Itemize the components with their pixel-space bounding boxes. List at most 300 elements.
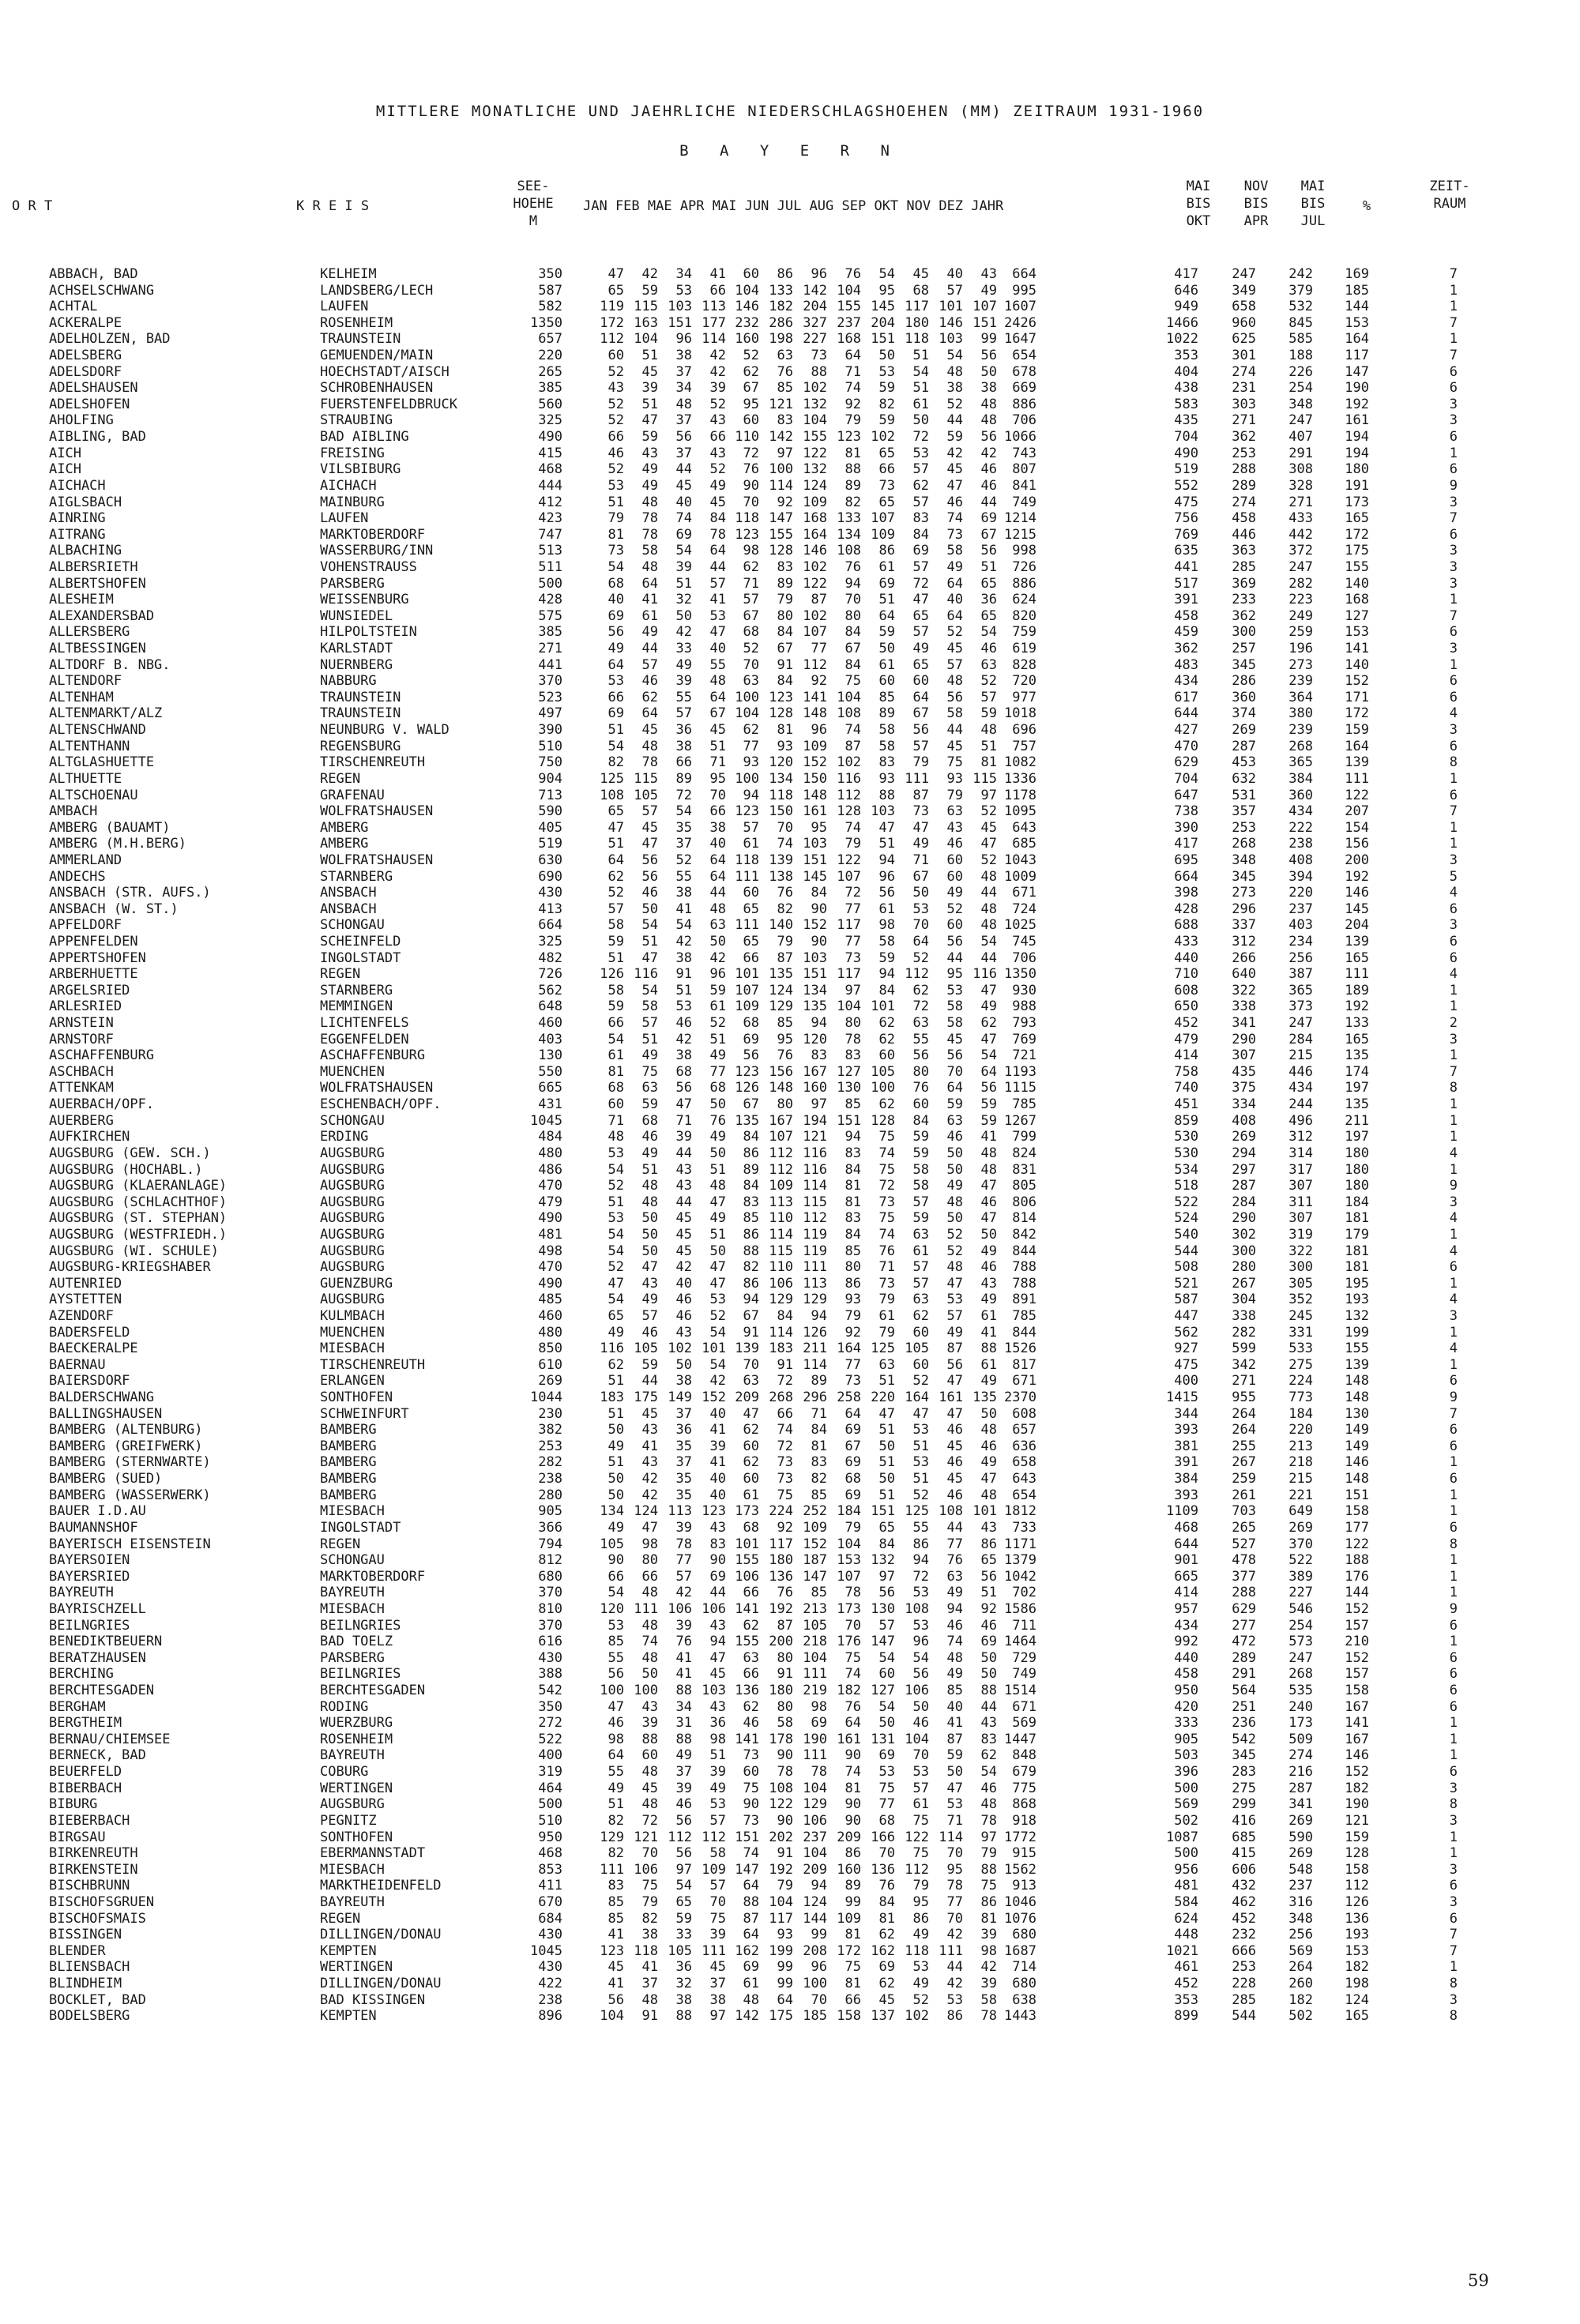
nov-apr-value: 274 bbox=[1232, 363, 1256, 380]
nov-apr-value: 542 bbox=[1232, 1731, 1256, 1747]
nov-apr-value: 271 bbox=[1232, 412, 1256, 429]
month-value: 88 bbox=[675, 1731, 692, 1747]
month-value: 76 bbox=[777, 1585, 793, 1601]
month-value: 107 bbox=[803, 624, 827, 641]
month-value: 42 bbox=[980, 445, 997, 461]
annual-value: 806 bbox=[1012, 1194, 1036, 1210]
month-value: 153 bbox=[837, 1552, 861, 1569]
month-value: 49 bbox=[608, 1519, 624, 1536]
month-value: 47 bbox=[980, 836, 997, 852]
month-value: 75 bbox=[845, 673, 861, 690]
month-value: 83 bbox=[845, 1210, 861, 1227]
nov-apr-value: 432 bbox=[1232, 1878, 1256, 1894]
month-value: 59 bbox=[946, 1096, 963, 1113]
month-value: 79 bbox=[777, 592, 793, 608]
month-value: 155 bbox=[837, 299, 861, 315]
month-value: 104 bbox=[735, 282, 759, 299]
percent-value: 159 bbox=[1345, 1829, 1369, 1845]
month-value: 67 bbox=[743, 1308, 759, 1324]
percent-value: 197 bbox=[1345, 1129, 1369, 1145]
annual-value: 793 bbox=[1012, 1015, 1036, 1032]
nov-apr-value: 303 bbox=[1232, 396, 1256, 412]
month-value: 72 bbox=[912, 1568, 929, 1585]
mai-jul-value: 249 bbox=[1288, 607, 1313, 624]
nov-apr-value: 453 bbox=[1232, 754, 1256, 771]
month-value: 56 bbox=[608, 1991, 624, 2008]
month-value: 47 bbox=[641, 1519, 658, 1536]
table-row bbox=[0, 592, 1580, 608]
table-row bbox=[0, 1129, 1580, 1145]
month-value: 62 bbox=[912, 1308, 929, 1324]
percent-value: 127 bbox=[1345, 607, 1369, 624]
zeitraum-value: 1 bbox=[1449, 1634, 1458, 1650]
month-value: 92 bbox=[845, 396, 861, 412]
station-name: AICH bbox=[49, 461, 81, 478]
elevation-value: 684 bbox=[538, 1910, 562, 1927]
month-value: 91 bbox=[777, 1356, 793, 1373]
mai-jul-value: 328 bbox=[1288, 477, 1313, 494]
month-value: 68 bbox=[743, 1015, 759, 1032]
mai-jul-value: 389 bbox=[1288, 1568, 1313, 1585]
month-value: 51 bbox=[641, 1161, 658, 1178]
elevation-value: 430 bbox=[538, 1649, 562, 1666]
station-name: AYSTETTEN bbox=[49, 1292, 122, 1308]
percent-value: 164 bbox=[1345, 331, 1369, 348]
month-value: 55 bbox=[608, 1649, 624, 1666]
month-value: 51 bbox=[608, 1194, 624, 1210]
month-value: 122 bbox=[905, 1829, 929, 1845]
month-value: 38 bbox=[675, 885, 692, 901]
month-value: 80 bbox=[845, 607, 861, 624]
month-value: 59 bbox=[878, 950, 895, 966]
month-value: 39 bbox=[641, 1715, 658, 1732]
zeitraum-value: 3 bbox=[1449, 575, 1458, 592]
month-value: 102 bbox=[803, 380, 827, 397]
elevation-value: 460 bbox=[538, 1015, 562, 1032]
month-value: 79 bbox=[641, 1893, 658, 1910]
zeitraum-value: 6 bbox=[1449, 1438, 1458, 1454]
month-value: 180 bbox=[905, 314, 929, 331]
month-value: 60 bbox=[912, 673, 929, 690]
table-row bbox=[0, 1325, 1580, 1341]
month-value: 94 bbox=[845, 575, 861, 592]
station-name: BAMBERG (SUED) bbox=[49, 1471, 163, 1487]
month-value: 53 bbox=[878, 1764, 895, 1781]
month-value: 50 bbox=[946, 1210, 963, 1227]
month-value: 46 bbox=[946, 1487, 963, 1503]
month-value: 56 bbox=[675, 1812, 692, 1829]
month-value: 75 bbox=[777, 1487, 793, 1503]
month-value: 111 bbox=[905, 770, 929, 787]
district-name: AUGSBURG bbox=[320, 1292, 385, 1308]
mai-okt-value: 503 bbox=[1174, 1747, 1198, 1764]
month-value: 155 bbox=[735, 1552, 759, 1569]
station-name: BAYERSOIEN bbox=[49, 1552, 130, 1569]
elevation-value: 519 bbox=[538, 836, 562, 852]
month-value: 59 bbox=[980, 1112, 997, 1129]
table-row bbox=[0, 1829, 1580, 1846]
station-name: BERCHTESGADEN bbox=[49, 1683, 155, 1699]
month-value: 88 bbox=[980, 1341, 997, 1357]
mai-jul-value: 308 bbox=[1288, 461, 1313, 478]
district-name: STARNBERG bbox=[320, 868, 393, 885]
zeitraum-value: 1 bbox=[1449, 1356, 1458, 1373]
nov-apr-value: 259 bbox=[1232, 1471, 1256, 1487]
month-value: 80 bbox=[777, 1649, 793, 1666]
month-value: 103 bbox=[939, 331, 963, 348]
mai-okt-value: 522 bbox=[1174, 1194, 1198, 1210]
month-value: 117 bbox=[905, 299, 929, 315]
mai-jul-value: 247 bbox=[1288, 1015, 1313, 1032]
month-value: 36 bbox=[675, 722, 692, 739]
elevation-value: 510 bbox=[538, 738, 562, 754]
nov-apr-value: 302 bbox=[1232, 1226, 1256, 1243]
month-value: 62 bbox=[912, 477, 929, 494]
month-value: 40 bbox=[709, 1487, 726, 1503]
month-value: 52 bbox=[946, 901, 963, 917]
month-value: 60 bbox=[743, 885, 759, 901]
month-value: 45 bbox=[946, 738, 963, 754]
percent-value: 179 bbox=[1345, 1226, 1369, 1243]
month-value: 56 bbox=[946, 933, 963, 950]
month-value: 70 bbox=[743, 1356, 759, 1373]
elevation-value: 582 bbox=[538, 299, 562, 315]
month-value: 37 bbox=[675, 1454, 692, 1471]
month-value: 63 bbox=[912, 1292, 929, 1308]
station-name: BIRKENREUTH bbox=[49, 1845, 138, 1862]
month-value: 74 bbox=[946, 510, 963, 527]
mai-okt-value: 738 bbox=[1174, 803, 1198, 820]
month-value: 91 bbox=[743, 1324, 759, 1341]
annual-value: 820 bbox=[1012, 607, 1036, 624]
month-value: 104 bbox=[803, 1780, 827, 1796]
elevation-value: 480 bbox=[538, 1324, 562, 1341]
table-row bbox=[0, 1552, 1580, 1569]
month-value: 48 bbox=[946, 673, 963, 690]
month-value: 51 bbox=[608, 1405, 624, 1422]
month-value: 115 bbox=[972, 770, 997, 787]
month-value: 49 bbox=[641, 1292, 658, 1308]
zeitraum-value: 1 bbox=[1449, 982, 1458, 998]
month-value: 60 bbox=[743, 1764, 759, 1781]
month-value: 76 bbox=[675, 1634, 692, 1650]
month-value: 62 bbox=[743, 1422, 759, 1438]
annual-value: 775 bbox=[1012, 1780, 1036, 1796]
mai-jul-value: 215 bbox=[1288, 1471, 1313, 1487]
month-value: 52 bbox=[912, 950, 929, 966]
month-value: 123 bbox=[769, 689, 793, 705]
mai-okt-value: 517 bbox=[1174, 575, 1198, 592]
month-value: 68 bbox=[878, 1812, 895, 1829]
table-row bbox=[0, 1585, 1580, 1601]
header-zeitraum: ZEIT- RAUM bbox=[1429, 179, 1470, 212]
percent-value: 180 bbox=[1345, 1145, 1369, 1161]
month-value: 80 bbox=[845, 1015, 861, 1032]
district-name: AUGSBURG bbox=[320, 1243, 385, 1259]
percent-value: 146 bbox=[1345, 885, 1369, 901]
month-value: 57 bbox=[641, 656, 658, 673]
month-value: 94 bbox=[946, 1600, 963, 1617]
elevation-value: 1044 bbox=[530, 1390, 562, 1406]
month-value: 50 bbox=[878, 1438, 895, 1454]
month-value: 135 bbox=[803, 998, 827, 1015]
month-value: 151 bbox=[972, 314, 997, 331]
month-value: 155 bbox=[769, 526, 793, 543]
station-name: ACKERALPE bbox=[49, 314, 122, 331]
month-value: 34 bbox=[675, 380, 692, 397]
month-value: 51 bbox=[608, 1796, 624, 1813]
annual-value: 696 bbox=[1012, 722, 1036, 739]
annual-value: 828 bbox=[1012, 656, 1036, 673]
month-value: 85 bbox=[608, 1634, 624, 1650]
mai-jul-value: 291 bbox=[1288, 445, 1313, 461]
elevation-value: 484 bbox=[538, 1129, 562, 1145]
month-value: 70 bbox=[845, 1617, 861, 1634]
zeitraum-value: 4 bbox=[1449, 885, 1458, 901]
month-value: 52 bbox=[709, 1308, 726, 1324]
table-row bbox=[0, 885, 1580, 901]
month-value: 116 bbox=[837, 770, 861, 787]
station-name: BAERNAU bbox=[49, 1356, 106, 1373]
month-value: 103 bbox=[871, 803, 895, 820]
district-name: SONTHOFEN bbox=[320, 1829, 393, 1845]
district-name: BEILNGRIES bbox=[320, 1666, 401, 1683]
district-name: INGOLSTADT bbox=[320, 950, 401, 966]
month-value: 48 bbox=[641, 494, 658, 510]
mai-okt-value: 859 bbox=[1174, 1112, 1198, 1129]
station-name: ATTENKAM bbox=[49, 1080, 114, 1096]
month-value: 77 bbox=[743, 738, 759, 754]
zeitraum-value: 6 bbox=[1449, 1617, 1458, 1634]
table-row bbox=[0, 836, 1580, 852]
month-value: 96 bbox=[912, 1634, 929, 1650]
mai-jul-value: 238 bbox=[1288, 836, 1313, 852]
month-value: 63 bbox=[946, 803, 963, 820]
month-value: 91 bbox=[777, 656, 793, 673]
month-value: 145 bbox=[803, 868, 827, 885]
table-row bbox=[0, 917, 1580, 934]
month-value: 94 bbox=[811, 1015, 827, 1032]
station-name: BERNAU/CHIEMSEE bbox=[49, 1731, 171, 1747]
table-row bbox=[0, 331, 1580, 348]
month-value: 58 bbox=[777, 1715, 793, 1732]
month-value: 125 bbox=[905, 1503, 929, 1520]
month-value: 105 bbox=[871, 1063, 895, 1080]
month-value: 119 bbox=[600, 299, 624, 315]
month-value: 47 bbox=[980, 1471, 997, 1487]
month-value: 84 bbox=[878, 1536, 895, 1552]
month-value: 73 bbox=[878, 1194, 895, 1210]
month-value: 52 bbox=[709, 396, 726, 412]
month-value: 47 bbox=[641, 1259, 658, 1276]
elevation-value: 485 bbox=[538, 1292, 562, 1308]
elevation-value: 230 bbox=[538, 1405, 562, 1422]
month-value: 52 bbox=[608, 363, 624, 380]
month-value: 129 bbox=[769, 1292, 793, 1308]
district-name: MEMMINGEN bbox=[320, 998, 393, 1015]
zeitraum-value: 1 bbox=[1449, 998, 1458, 1015]
percent-value: 180 bbox=[1345, 1178, 1369, 1194]
percent-value: 124 bbox=[1345, 1991, 1369, 2008]
month-value: 48 bbox=[675, 396, 692, 412]
station-name: BADERSFELD bbox=[49, 1324, 130, 1341]
percent-value: 200 bbox=[1345, 852, 1369, 868]
month-value: 64 bbox=[980, 1063, 997, 1080]
month-value: 63 bbox=[980, 656, 997, 673]
month-value: 104 bbox=[905, 1731, 929, 1747]
annual-value: 680 bbox=[1012, 1927, 1036, 1943]
month-value: 57 bbox=[912, 494, 929, 510]
month-value: 74 bbox=[777, 1422, 793, 1438]
month-value: 51 bbox=[878, 1373, 895, 1390]
month-value: 98 bbox=[743, 543, 759, 559]
month-value: 66 bbox=[743, 950, 759, 966]
month-value: 56 bbox=[608, 1666, 624, 1683]
annual-value: 841 bbox=[1012, 477, 1036, 494]
month-value: 85 bbox=[811, 1487, 827, 1503]
table-title: MITTLERE MONATLICHE UND JAEHRLICHE NIEDERSCHLAGSHOEHEN (MM) ZEITRAUM 1931-1960 bbox=[375, 103, 1205, 120]
month-value: 49 bbox=[980, 1292, 997, 1308]
month-value: 152 bbox=[803, 917, 827, 934]
station-name: BENEDIKTBEUERN bbox=[49, 1634, 163, 1650]
district-name: MIESBACH bbox=[320, 1503, 385, 1520]
month-value: 76 bbox=[777, 363, 793, 380]
elevation-value: 431 bbox=[538, 1096, 562, 1113]
page-number: 59 bbox=[1468, 2271, 1489, 2290]
elevation-value: 370 bbox=[538, 1585, 562, 1601]
month-value: 145 bbox=[871, 299, 895, 315]
month-value: 45 bbox=[675, 1226, 692, 1243]
nov-apr-value: 685 bbox=[1232, 1829, 1256, 1845]
month-value: 142 bbox=[735, 2008, 759, 2025]
month-value: 50 bbox=[641, 1210, 658, 1227]
mai-okt-value: 583 bbox=[1174, 396, 1198, 412]
percent-value: 111 bbox=[1345, 966, 1369, 983]
month-value: 160 bbox=[803, 1080, 827, 1096]
month-value: 44 bbox=[641, 641, 658, 657]
nov-apr-value: 287 bbox=[1232, 738, 1256, 754]
elevation-value: 366 bbox=[538, 1519, 562, 1536]
mai-okt-value: 420 bbox=[1174, 1698, 1198, 1715]
month-value: 63 bbox=[743, 673, 759, 690]
mai-okt-value: 452 bbox=[1174, 1975, 1198, 1991]
annual-value: 636 bbox=[1012, 1438, 1036, 1454]
month-value: 52 bbox=[675, 852, 692, 868]
month-value: 77 bbox=[845, 933, 861, 950]
month-value: 97 bbox=[878, 1568, 895, 1585]
elevation-value: 388 bbox=[538, 1666, 562, 1683]
district-name: AMBERG bbox=[320, 819, 369, 836]
zeitraum-value: 1 bbox=[1449, 1503, 1458, 1520]
month-value: 50 bbox=[641, 1666, 658, 1683]
month-value: 59 bbox=[878, 412, 895, 429]
month-value: 59 bbox=[641, 282, 658, 299]
mai-jul-value: 407 bbox=[1288, 429, 1313, 446]
station-name: BISCHBRUNN bbox=[49, 1878, 130, 1894]
month-value: 40 bbox=[709, 1405, 726, 1422]
month-value: 75 bbox=[878, 1210, 895, 1227]
district-name: STRAUBING bbox=[320, 412, 393, 429]
zeitraum-value: 6 bbox=[1449, 1422, 1458, 1438]
zeitraum-value: 3 bbox=[1449, 1893, 1458, 1910]
month-value: 85 bbox=[845, 1243, 861, 1259]
month-value: 76 bbox=[777, 885, 793, 901]
month-value: 50 bbox=[878, 348, 895, 364]
annual-value: 995 bbox=[1012, 282, 1036, 299]
zeitraum-value: 6 bbox=[1449, 363, 1458, 380]
district-name: PARSBERG bbox=[320, 1649, 385, 1666]
district-name: ERLANGEN bbox=[320, 1373, 385, 1390]
month-value: 92 bbox=[777, 1519, 793, 1536]
district-name: MARKTOBERDORF bbox=[320, 1568, 426, 1585]
percent-value: 139 bbox=[1345, 1356, 1369, 1373]
mai-jul-value: 379 bbox=[1288, 282, 1313, 299]
percent-value: 180 bbox=[1345, 461, 1369, 478]
month-value: 105 bbox=[803, 1617, 827, 1634]
month-value: 134 bbox=[769, 770, 793, 787]
month-value: 86 bbox=[845, 1845, 861, 1862]
month-value: 54 bbox=[878, 1649, 895, 1666]
month-value: 47 bbox=[608, 819, 624, 836]
month-value: 51 bbox=[608, 722, 624, 739]
month-value: 52 bbox=[946, 1226, 963, 1243]
table-row bbox=[0, 934, 1580, 950]
month-value: 74 bbox=[845, 722, 861, 739]
nov-apr-value: 658 bbox=[1232, 299, 1256, 315]
month-value: 64 bbox=[777, 1991, 793, 2008]
month-value: 85 bbox=[743, 1210, 759, 1227]
month-value: 88 bbox=[811, 363, 827, 380]
month-value: 88 bbox=[878, 787, 895, 803]
month-value: 54 bbox=[912, 1649, 929, 1666]
month-value: 83 bbox=[777, 412, 793, 429]
month-value: 42 bbox=[641, 1471, 658, 1487]
annual-value: 785 bbox=[1012, 1308, 1036, 1324]
month-value: 64 bbox=[709, 868, 726, 885]
annual-value: 658 bbox=[1012, 1454, 1036, 1471]
month-value: 220 bbox=[871, 1390, 895, 1406]
month-value: 44 bbox=[980, 950, 997, 966]
month-value: 60 bbox=[946, 852, 963, 868]
zeitraum-value: 9 bbox=[1449, 1178, 1458, 1194]
month-value: 53 bbox=[946, 982, 963, 998]
month-value: 75 bbox=[980, 1878, 997, 1894]
nov-apr-value: 284 bbox=[1232, 1194, 1256, 1210]
month-value: 48 bbox=[980, 1796, 997, 1813]
month-value: 43 bbox=[641, 1422, 658, 1438]
elevation-value: 490 bbox=[538, 1210, 562, 1227]
district-name: FUERSTENFELDBRUCK bbox=[320, 396, 457, 412]
district-name: AUGSBURG bbox=[320, 1210, 385, 1227]
nov-apr-value: 416 bbox=[1232, 1812, 1256, 1829]
month-value: 127 bbox=[837, 1063, 861, 1080]
district-name: BAMBERG bbox=[320, 1422, 377, 1438]
annual-value: 657 bbox=[1012, 1422, 1036, 1438]
month-value: 84 bbox=[777, 673, 793, 690]
month-value: 258 bbox=[837, 1390, 861, 1406]
station-name: BERNECK, BAD bbox=[49, 1747, 146, 1764]
month-value: 69 bbox=[608, 607, 624, 624]
station-name: BIEBERBACH bbox=[49, 1812, 130, 1829]
station-name: AUTENRIED bbox=[49, 1275, 122, 1292]
zeitraum-value: 6 bbox=[1449, 461, 1458, 478]
mai-jul-value: 590 bbox=[1288, 1829, 1313, 1845]
month-value: 93 bbox=[878, 770, 895, 787]
month-value: 166 bbox=[871, 1829, 895, 1845]
month-value: 104 bbox=[837, 998, 861, 1015]
month-value: 92 bbox=[980, 1600, 997, 1617]
table-row bbox=[0, 998, 1580, 1015]
